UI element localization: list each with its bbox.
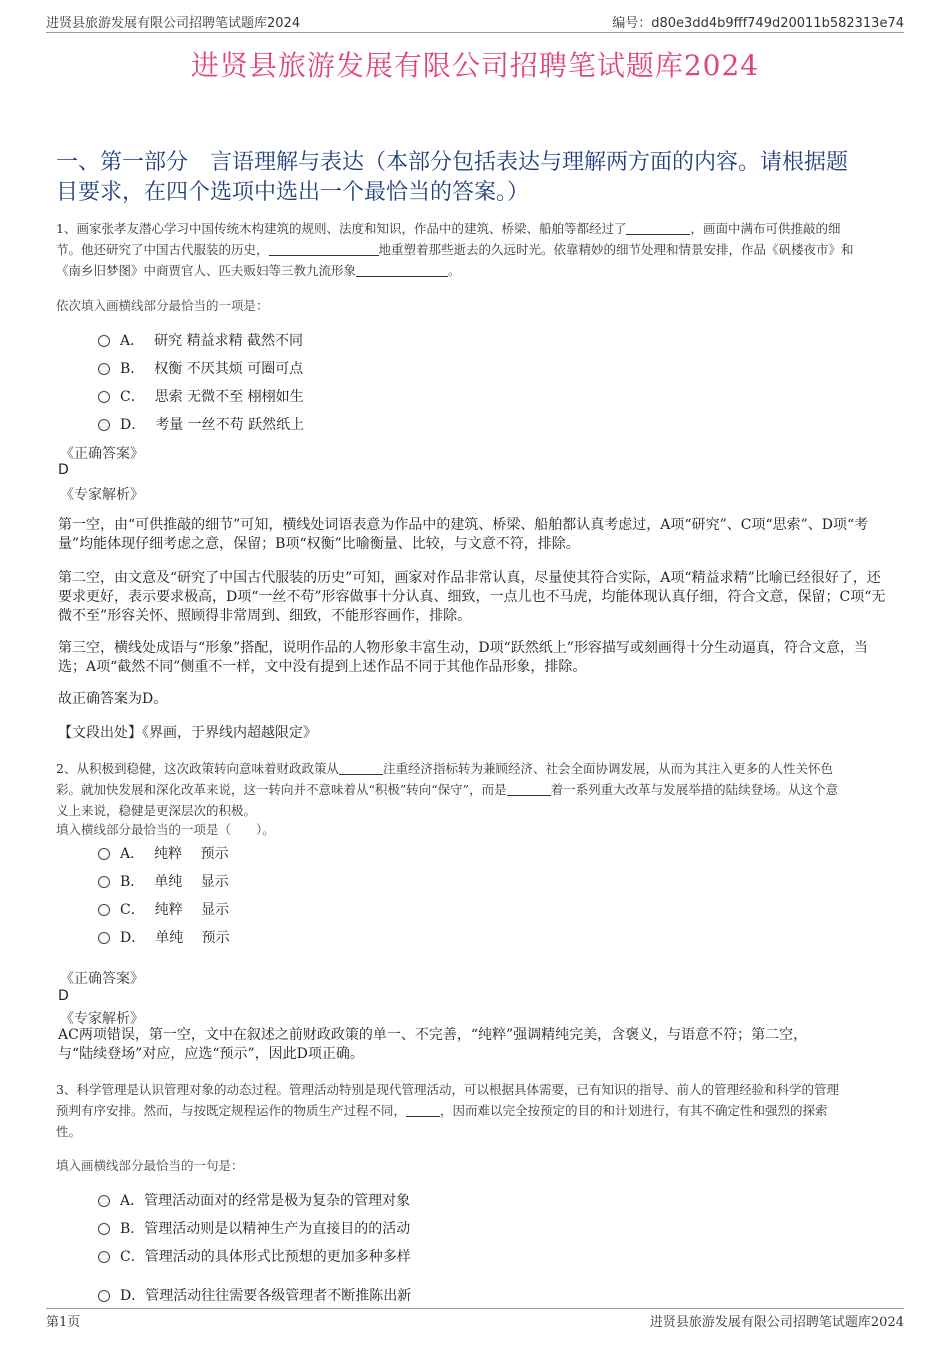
q2-answer-label: 《正确答案》	[60, 971, 144, 987]
header-code-label: 编号：	[612, 16, 652, 31]
q3-line2a: 预判有序安排。然而，与按既定规程运作的物质生产过程不同，	[56, 1103, 407, 1118]
q2-answer: D	[58, 988, 69, 1004]
footer-doc-title: 进贤县旅游发展有限公司招聘笔试题库2024	[649, 1315, 904, 1330]
q3-line3: 性。	[56, 1124, 82, 1139]
question-2-text	[56, 758, 894, 821]
q1-analysis-4: 故正确答案为D。	[58, 691, 168, 707]
q3-prompt: 填入画横线部分最恰当的一句是：	[56, 1158, 244, 1173]
radio-icon[interactable]	[98, 1251, 110, 1263]
q1-answer-label: 《正确答案》	[60, 446, 144, 462]
q1-analysis-label: 《专家解析》	[60, 487, 144, 503]
q1-analysis-2: 第二空，由文意及“研究了中国古代服装的历史”可知，画家对作品非常认真，尽量使其符合实际，A项“精益求精”比喻已经很好了，还要求更好，表示要求极高，D项“一丝不苟”形容做事十分认真、细致，一点儿也不马虎，均能体现认真仔细，符合文意，保留；C项“无微不至”形容关怀、照顾得非常周到、细致，不能形容画作，排除。	[58, 570, 886, 624]
q1-option-b[interactable]: B． 权衡 不厌其烦 可圈可点	[98, 358, 303, 378]
page-number: 第1页	[46, 1315, 81, 1330]
q2-line1b: 注重经济指标转为兼顾经济、社会全面协调发展，从而为其注入更多的人性关怀色	[382, 761, 833, 776]
q1-text-f: 。	[448, 263, 461, 278]
q3-option-c[interactable]: C．管理活动的具体形式比预想的更加多种多样	[98, 1246, 411, 1266]
q2-analysis-label: 《专家解析》	[60, 1011, 144, 1027]
radio-icon[interactable]	[98, 904, 110, 916]
radio-icon[interactable]	[98, 419, 110, 431]
header-code-value: d80e3dd4b9fff749d20011b582313e74	[651, 16, 904, 31]
q1-text-e: 《南乡旧梦图》中商贾官人、匹夫贩妇等三教九流形象	[56, 263, 357, 278]
q2-analysis	[58, 1026, 892, 1064]
footer-divider	[46, 1308, 904, 1309]
q1-text-a: 1、画家张孝友潜心学习中国传统木构建筑的规则、法度和知识，作品中的建筑、桥梁、船舶等都经过了	[56, 221, 627, 236]
q3-option-b[interactable]: B．管理活动则是以精神生产为直接目的的活动	[98, 1218, 410, 1238]
q2-analysis-line2: 与“陆续登场”对应，应选“预示”，因此D项正确。	[58, 1046, 364, 1062]
radio-icon[interactable]	[98, 1223, 110, 1235]
q1-blank-2	[269, 242, 379, 256]
radio-icon[interactable]	[98, 363, 110, 375]
q3-option-a[interactable]: A．管理活动面对的经常是极为复杂的管理对象	[98, 1190, 410, 1210]
q2-option-d[interactable]: D． 单纯 预示	[98, 927, 230, 947]
q1-blank-3	[356, 263, 448, 277]
q1-analysis-3: 第三空，横线处成语与“形象”搭配，说明作品的人物形象丰富生动，D项“跃然纸上”形容描写或刻画得十分生动逼真，符合文意，当选；A项“截然不同”侧重不一样，文中没有提到上述作品不同于其他作品形象，排除。	[58, 640, 868, 675]
q2-line2a: 彩。就加快发展和深化改革来说，这一转向并不意味着从“积极”转向“保守”，而是	[56, 782, 507, 797]
q2-option-b[interactable]: B． 单纯 显示	[98, 871, 229, 891]
page-title: 进贤县旅游发展有限公司招聘笔试题库2024	[190, 49, 760, 82]
header-doc-title: 进贤县旅游发展有限公司招聘笔试题库2024	[46, 16, 301, 31]
radio-icon[interactable]	[98, 876, 110, 888]
q1-option-a[interactable]: A． 研究 精益求精 截然不同	[98, 330, 303, 350]
q1-source: 【文段出处】《界画，于界线内超越限定》	[58, 725, 317, 741]
radio-icon[interactable]	[98, 335, 110, 347]
header-doc-code	[612, 12, 904, 31]
question-1-text	[56, 218, 894, 281]
q2-prompt: 填入横线部分最恰当的一项是（ ）。	[56, 822, 275, 837]
q1-prompt: 依次填入画横线部分最恰当的一项是：	[56, 298, 269, 313]
section-heading-line2: 目要求，在四个选项中选出一个最恰当的答案。）	[56, 180, 530, 205]
header-divider	[46, 32, 904, 33]
question-3-text	[56, 1079, 894, 1142]
q2-line3: 义上来说，稳健是更深层次的积极。	[56, 803, 257, 818]
q3-line2b: ，因而难以完全按预定的目的和计划进行，有其不确定性和强烈的探索	[440, 1103, 828, 1118]
q2-option-a[interactable]: A． 纯粹 预示	[98, 843, 229, 863]
q1-text-d: 地重塑着那些逝去的久远时光。依靠精妙的细节处理和情景安排，作品《矾楼夜市》和	[378, 242, 854, 257]
q1-text-c: 节。他还研究了中国古代服装的历史，	[56, 242, 269, 257]
q3-blank	[406, 1103, 440, 1117]
q3-line1: 3、科学管理是认识管理对象的动态过程。管理活动特别是现代管理活动，可以根据具体需要，已有知识的指导、前人的管理经验和科学的管理	[56, 1082, 839, 1097]
section-heading-line1: 一、第一部分 言语理解与表达（本部分包括表达与理解两方面的内容。请根据题	[56, 150, 849, 175]
q2-line1a: 2、从积极到稳健，这次政策转向意味着财政政策从	[56, 761, 339, 776]
radio-icon[interactable]	[98, 848, 110, 860]
radio-icon[interactable]	[98, 391, 110, 403]
q1-blank-1	[626, 221, 690, 235]
q3-option-d[interactable]: D．管理活动往往需要各级管理者不断推陈出新	[98, 1285, 411, 1305]
q2-option-c[interactable]: C． 纯粹 显示	[98, 899, 229, 919]
section-heading	[56, 148, 906, 208]
q1-option-d[interactable]: D． 考量 一丝不苟 跃然纸上	[98, 414, 304, 434]
q1-option-c[interactable]: C． 思索 无微不至 栩栩如生	[98, 386, 304, 406]
q2-blank-2	[507, 782, 551, 796]
q2-analysis-line1: AC两项错误，第一空，文中在叙述之前财政政策的单一、不完善，“纯粹”强调精纯完美，含褒义，与语意不符；第二空，	[58, 1027, 808, 1043]
q1-analysis-1: 第一空，由“可供推敲的细节”可知，横线处词语表意为作品中的建筑、桥梁、船舶都认真考虑过，A项“研究”、C项“思索”、D项“考量”均能体现仔细考虑之意，保留；B项“权衡”比喻衡量、比较，与文意不符，排除。	[58, 517, 869, 552]
q1-answer: D	[58, 462, 69, 478]
radio-icon[interactable]	[98, 932, 110, 944]
q2-line2b: 着一系列重大改革与发展举措的陆续登场。从这个意	[550, 782, 839, 797]
radio-icon[interactable]	[98, 1195, 110, 1207]
radio-icon[interactable]	[98, 1290, 110, 1302]
q1-text-b: ，画面中满布可供推敲的细	[690, 221, 841, 236]
q2-blank-1	[339, 761, 383, 775]
